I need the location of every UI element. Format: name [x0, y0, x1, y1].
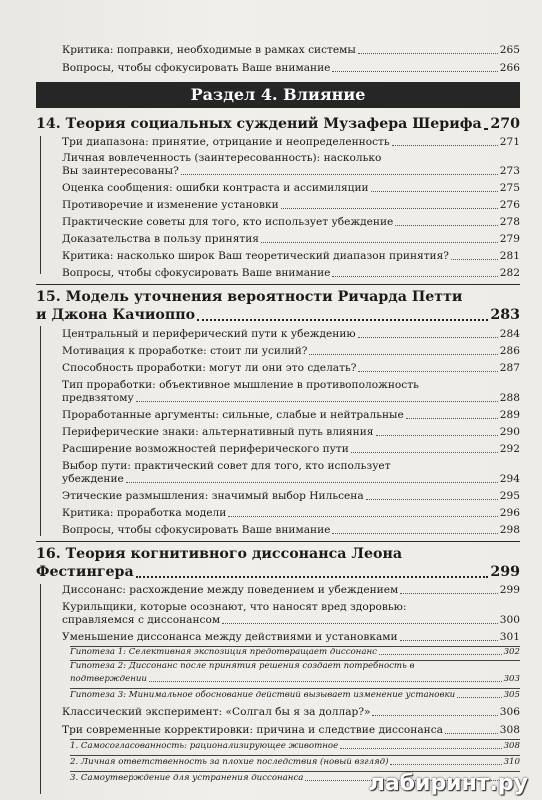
toc-entry[interactable]: Оценка сообщения: ошибки контраста и ассимиляции 275 — [62, 182, 520, 194]
toc-entry[interactable]: Противоречие и изменение установки 276 — [62, 199, 520, 211]
toc-entry[interactable]: Доказательства в пользу принятия 279 — [62, 233, 520, 245]
toc-subentry[interactable]: 2. Личная ответственность за плохие последствия (новый взгляд) 310 — [70, 757, 520, 767]
toc-entry[interactable]: справляемся с диссонансом 300 — [62, 614, 520, 626]
toc-entry[interactable]: предвзятому 288 — [62, 392, 520, 404]
toc-entry[interactable]: Классический эксперимент: «Солгал бы я за доллар?» 306 — [62, 706, 520, 718]
toc-entry[interactable]: Этические размышления: значимый выбор Нильсена 295 — [62, 490, 520, 502]
chapter-bracket — [40, 326, 41, 536]
hypothesis-rule — [70, 755, 520, 756]
toc-entry-line: Личная вовлеченность (заинтересованность): насколько — [62, 152, 382, 164]
toc-entry[interactable]: Мотивация к проработке: стоит ли усилий? 286 — [62, 345, 520, 357]
chapter-title-line: 15. Модель уточнения вероятности Ричарда Петти — [36, 289, 463, 305]
toc-entry[interactable]: Вопросы, чтобы сфокусировать Ваше внимание 282 — [62, 267, 520, 279]
chapter-bracket — [40, 584, 41, 794]
toc-entry[interactable]: Способность проработки: могут ли они это сделать? 287 — [62, 362, 520, 374]
toc-entry-line: Выбор пути: практический совет для того, кто использует — [62, 460, 391, 472]
chapter-bracket — [40, 136, 41, 274]
section-header: Раздел 4. Влияние — [36, 82, 520, 108]
toc-hypothesis[interactable]: Гипотеза 1: Селективная экспозиция предотвращает диссонанс 302 — [70, 647, 520, 657]
toc-hypothesis[interactable]: подтверждении 303 — [70, 674, 520, 684]
hypothesis-rule — [70, 739, 520, 740]
chapter-title[interactable]: 14. Теория социальных суждений Музафера Шерифа 270 — [36, 116, 520, 132]
toc-hypothesis-line: Гипотеза 2: Диссонанс после принятия решения создает потребность в — [70, 661, 415, 671]
toc-entry[interactable]: Три современные корректировки: причина и следствие диссонанса 308 — [62, 724, 520, 736]
toc-entry[interactable]: Критика: насколько широк Ваш теоретический диапазон принятия? 281 — [62, 250, 520, 262]
toc-entry[interactable]: Периферические знаки: альтернативный путь влияния 290 — [62, 426, 520, 438]
toc-entry[interactable]: Уменьшение диссонанса между действиями и установками 301 — [62, 631, 520, 643]
toc-entry-line: Тип проработки: объективное мышление в противоположность — [62, 379, 419, 391]
toc-hypothesis[interactable]: Гипотеза 3: Минимальное обоснование действий вызывает изменение установки 305 — [70, 690, 520, 700]
chapter-title-line: 16. Теория когнитивного диссонанса Леона — [36, 546, 403, 562]
toc-entry[interactable]: Расширение возможностей периферического пути 292 — [62, 443, 520, 455]
toc-entry[interactable]: Диссонанс: расхождение между поведением и убеждением 299 — [62, 584, 520, 596]
toc-subentry[interactable]: 3. Самоутверждение для устранения диссонанса — [70, 773, 520, 784]
toc-entry[interactable]: Критика: поправки, необходимые в рамках системы 265 — [62, 44, 520, 56]
toc-entry-line: Курильщики, которые осознают, что наносят вред здоровью: — [62, 601, 407, 613]
toc-entry[interactable]: убеждение 294 — [62, 473, 520, 485]
toc-subentry[interactable]: 1. Самосогласованность: рационализирующее животное 308 — [70, 741, 520, 751]
watermark-logo: лабиринт.ру — [368, 771, 528, 796]
toc-entry[interactable]: Вопросы, чтобы сфокусировать Ваше внимание 298 — [62, 524, 520, 536]
hypothesis-rule — [70, 688, 520, 689]
toc-entry[interactable]: Практические советы для того, кто использует убеждение 278 — [62, 216, 520, 228]
toc-entry[interactable]: Вы заинтересованы? 273 — [62, 165, 520, 177]
toc-entry[interactable]: Центральный и периферический пути к убеждению 284 — [62, 328, 520, 340]
chapter-separator — [36, 541, 520, 542]
toc-entry[interactable]: Вопросы, чтобы сфокусировать Ваше внимание 266 — [62, 62, 520, 74]
toc-entry[interactable]: Проработанные аргументы: сильные, слабые и нейтральные 289 — [62, 409, 520, 421]
chapter-separator — [36, 284, 520, 285]
toc-entry[interactable]: Критика: проработка модели 296 — [62, 507, 520, 519]
chapter-title[interactable]: и Джона Качиоппо 283 — [36, 307, 520, 323]
toc-entry[interactable]: Три диапазона: принятие, отрицание и неопределенность 271 — [62, 136, 520, 148]
chapter-title[interactable]: Фестингера 299 — [36, 564, 520, 580]
